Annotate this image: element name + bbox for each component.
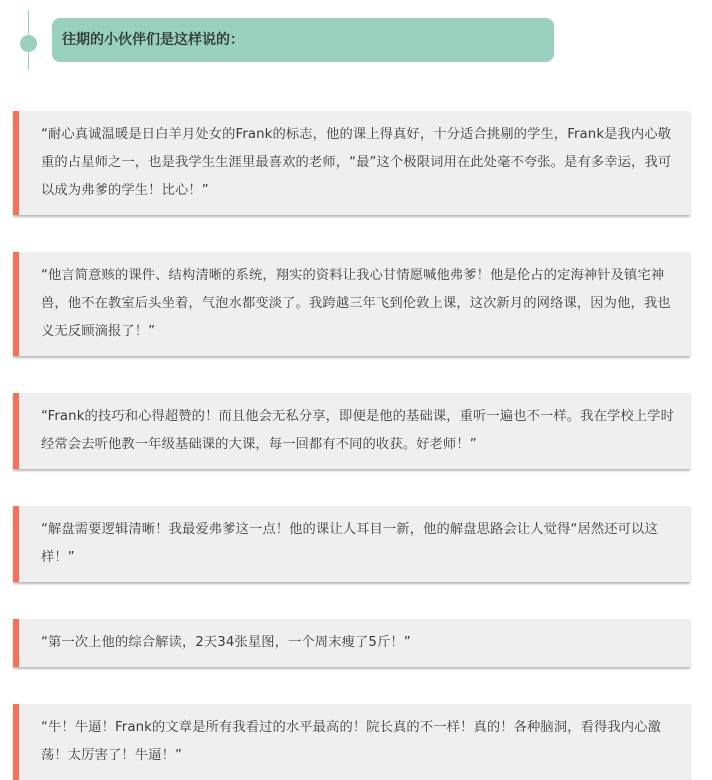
testimonial-text: “解盘需要逻辑清晰！我最爱弗爹这一点！他的课让人耳目一新，他的解盘思路会让人觉得“居然还可以这样！” [41,522,658,565]
header-banner [52,18,554,62]
section-header [0,0,712,80]
timeline-dot-icon [20,35,37,52]
testimonial-text: “耐心真诚温暖是日白羊月处女的Frank的标志，他的课上得真好，十分适合挑剔的学生，Frank是我内心敬重的占星师之一，也是我学生生涯里最喜欢的老师，“最”这个极限词用在此处毫不夸张。是有多幸运，我可以成为弗爹的学生！比心！” [41,127,672,198]
testimonial-text: “他言简意赅的课件、结构清晰的系统，翔实的资料让我心甘情愿喊他弗爹！他是伦占的定海神针及镇宅神兽，他不在教室后头坐着，气泡水都变淡了。我跨越三年飞到伦敦上课，这次新月的网络课，因为他，我也义无反顾滴报了！” [41,268,671,339]
testimonial-card [13,704,690,780]
testimonial-card [13,619,690,667]
section-title: 往期的小伙伴们是这样说的： [62,32,244,48]
testimonial-card [13,506,690,582]
testimonial-card [13,111,690,215]
testimonial-card [13,393,690,469]
testimonial-text: “牛！牛逼！Frank的文章是所有我看过的水平最高的！院长真的不一样！真的！各种脑洞，看得我内心激荡！太厉害了！牛逼！” [41,720,661,763]
testimonial-text: “Frank的技巧和心得超赞的！而且他会无私分享，即便是他的基础课，重听一遍也不一样。我在学校上学时经常会去听他教一年级基础课的大课，每一回都有不同的收获。好老师！” [41,409,674,452]
testimonial-text: “第一次上他的综合解读，2天34张星图，一个周末瘦了5斤！” [41,635,411,650]
testimonial-card [13,252,690,356]
